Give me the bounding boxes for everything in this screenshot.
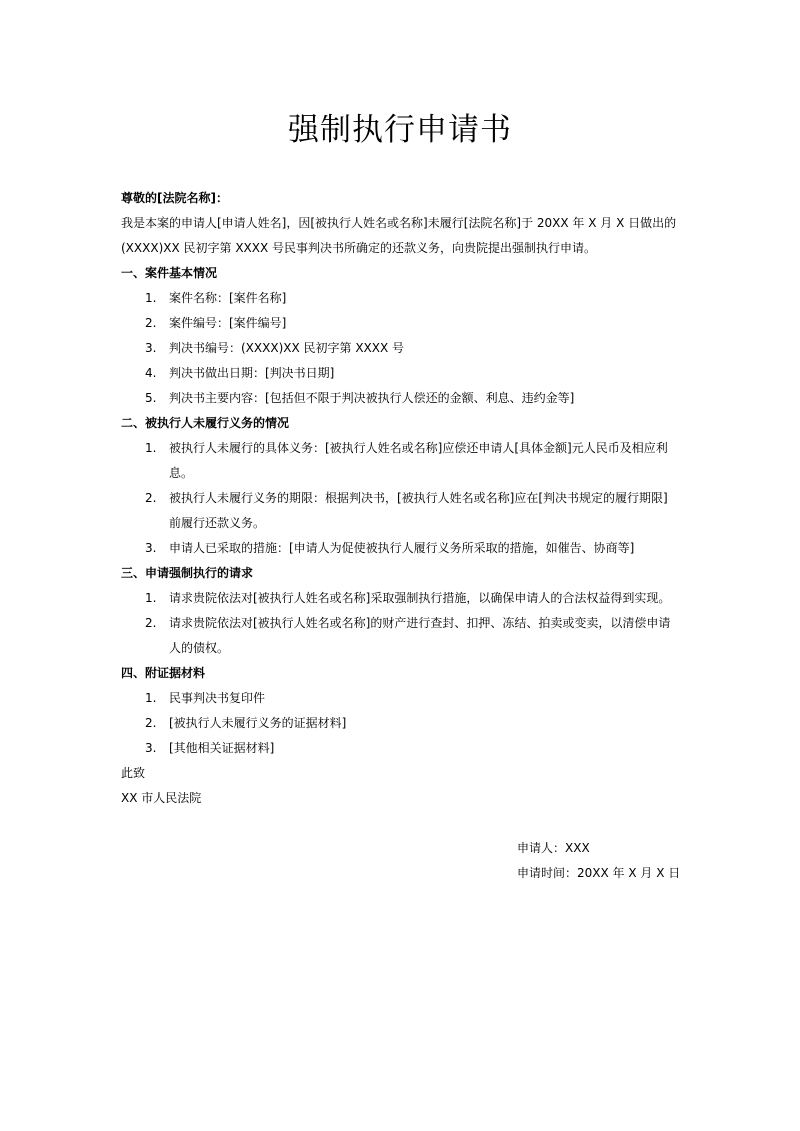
list-text: 被执行人未履行的具体义务：[被执行人姓名或名称]应偿还申请人[具体金额]元人民币及相应利 bbox=[169, 441, 668, 455]
list-text: 判决书主要内容：[包括但不限于判决被执行人偿还的金额、利息、违约金等] bbox=[169, 391, 575, 405]
list-text: 被执行人未履行义务的期限：根据判决书，[被执行人姓名或名称]应在[判决书规定的履行期限] bbox=[169, 491, 668, 505]
section-heading-evidence: 四、附证据材料 bbox=[121, 666, 206, 680]
list-text: [其他相关证据材料] bbox=[169, 741, 275, 755]
list-item bbox=[121, 536, 681, 561]
list-item bbox=[121, 311, 681, 336]
list-item bbox=[121, 736, 681, 761]
list-number: 1. bbox=[145, 691, 157, 705]
list-number: 2. bbox=[145, 316, 157, 330]
section-heading-non-performance: 二、被执行人未履行义务的情况 bbox=[121, 416, 290, 430]
list-text-continued: 息。 bbox=[169, 466, 194, 480]
application-date: 申请时间：20XX 年 X 月 X 日 bbox=[517, 866, 681, 880]
list-item bbox=[121, 361, 681, 386]
signature-spacer bbox=[121, 811, 681, 836]
list-number: 1. bbox=[145, 441, 157, 455]
document-body bbox=[121, 186, 681, 886]
salutation: 尊敬的[法院名称]： bbox=[121, 191, 228, 205]
list-number: 3. bbox=[145, 541, 157, 555]
list-number: 3. bbox=[145, 341, 157, 355]
list-item bbox=[121, 386, 681, 411]
list-item bbox=[121, 336, 681, 361]
list-item bbox=[121, 711, 681, 736]
court-name: XX 市人民法院 bbox=[121, 791, 202, 805]
intro-line-1: 我是本案的申请人[申请人姓名]，因[被执行人姓名或名称]未履行[法院名称]于 20XX 年 X 月 X 日做出的 bbox=[121, 216, 677, 230]
list-text: 申请人已采取的措施：[申请人为促使被执行人履行义务所采取的措施，如催告、协商等] bbox=[169, 541, 635, 555]
list-number: 2. bbox=[145, 716, 157, 730]
list-text: 判决书编号：(XXXX)XX 民初字第 XXXX 号 bbox=[169, 341, 405, 355]
list-item bbox=[121, 286, 681, 311]
intro-line-2: (XXXX)XX 民初字第 XXXX 号民事判决书所确定的还款义务，向贵院提出强制执行申请。 bbox=[121, 241, 597, 255]
list-text: 判决书做出日期：[判决书日期] bbox=[169, 366, 335, 380]
section-heading-requests: 三、申请强制执行的请求 bbox=[121, 566, 254, 580]
list-number: 1. bbox=[145, 591, 157, 605]
closing: 此致 bbox=[121, 766, 146, 780]
list-number: 5. bbox=[145, 391, 157, 405]
list-number: 4. bbox=[145, 366, 157, 380]
applicant-signature: 申请人：XXX bbox=[517, 841, 590, 855]
list-item bbox=[121, 436, 681, 486]
list-item bbox=[121, 611, 681, 661]
section-heading-basic-info: 一、案件基本情况 bbox=[121, 266, 218, 280]
list-item bbox=[121, 586, 681, 611]
list-number: 2. bbox=[145, 616, 157, 630]
list-text: 案件编号：[案件编号] bbox=[169, 316, 287, 330]
list-text-continued: 人的债权。 bbox=[169, 641, 230, 655]
list-item bbox=[121, 686, 681, 711]
list-number: 1. bbox=[145, 291, 157, 305]
document-title: 强制执行申请书 bbox=[288, 112, 512, 148]
list-text: [被执行人未履行义务的证据材料] bbox=[169, 716, 347, 730]
list-text: 请求贵院依法对[被执行人姓名或名称]采取强制执行措施，以确保申请人的合法权益得到实现。 bbox=[169, 591, 671, 605]
list-number: 2. bbox=[145, 491, 157, 505]
list-text: 请求贵院依法对[被执行人姓名或名称]的财产进行查封、扣押、冻结、拍卖或变卖，以清偿申请 bbox=[169, 616, 671, 630]
list-item bbox=[121, 486, 681, 536]
list-text: 案件名称：[案件名称] bbox=[169, 291, 287, 305]
list-text: 民事判决书复印件 bbox=[169, 691, 266, 705]
list-number: 3. bbox=[145, 741, 157, 755]
list-text-continued: 前履行还款义务。 bbox=[169, 516, 266, 530]
